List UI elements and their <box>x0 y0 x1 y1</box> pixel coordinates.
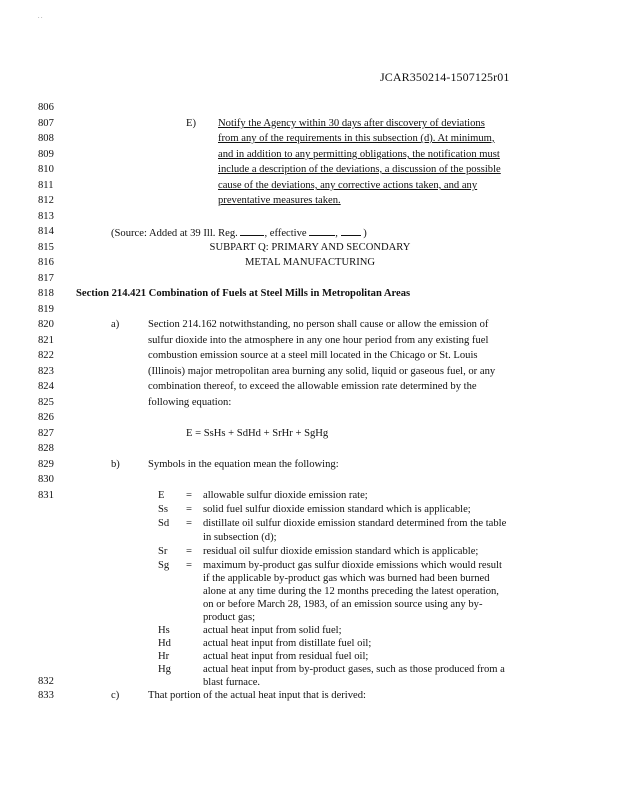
symbol-name: Ss <box>158 504 169 515</box>
symbol-definition: blast furnace. <box>203 677 261 688</box>
line-number: 814 <box>38 226 54 237</box>
line-number: 827 <box>38 428 54 439</box>
symbol-definition: on or before March 28, 1983, of an emission source using any by- <box>203 599 483 610</box>
subpart-heading-line2: METAL MANUFACTURING <box>244 257 376 268</box>
line-number: 812 <box>38 195 54 206</box>
item-e-line: from any of the requirements in this subsection (d). At minimum, <box>218 133 495 144</box>
line-number: 815 <box>38 242 54 253</box>
item-a-line: following equation: <box>148 397 232 408</box>
item-e-line: cause of the deviations, any corrective actions taken, and any <box>218 180 478 191</box>
line-number: 823 <box>38 366 54 377</box>
volume-blank <box>240 226 264 236</box>
symbol-name: E <box>158 490 165 501</box>
line-number: 813 <box>38 211 54 222</box>
source-note-suffix: ) <box>363 228 367 239</box>
symbol-definition: actual heat input from by-product gases, such as those produced from a <box>203 664 505 675</box>
symbol-definition: maximum by-product gas sulfur dioxide emissions which would result <box>203 560 502 571</box>
symbol-definition: allowable sulfur dioxide emission rate; <box>203 490 368 501</box>
emission-equation: E = SsHs + SdHd + SrHr + SgHg <box>186 428 329 439</box>
source-note: (Source: Added at 39 Ill. Reg. , effective , ) <box>111 228 367 239</box>
symbol-definition: in subsection (d); <box>203 532 277 543</box>
item-c-label: c) <box>111 690 120 701</box>
item-a-line: combustion emission source at a steel mill located in the Chicago or St. Louis <box>148 350 478 361</box>
line-number: 826 <box>38 412 54 423</box>
line-number: 821 <box>38 335 54 346</box>
symbol-definition: residual oil sulfur dioxide emission standard which is applicable; <box>203 546 479 557</box>
line-number: 806 <box>38 102 54 113</box>
symbol-definition: actual heat input from distillate fuel oil; <box>203 638 372 649</box>
item-c-text: That portion of the actual heat input that is derived: <box>148 690 366 701</box>
line-number: 817 <box>38 273 54 284</box>
source-note-prefix: (Source: Added at 39 Ill. Reg. <box>111 228 238 239</box>
line-number: 810 <box>38 164 54 175</box>
line-number: 816 <box>38 257 54 268</box>
symbol-name: Sd <box>158 518 170 529</box>
line-number: 830 <box>38 474 54 485</box>
symbol-definition: solid fuel sulfur dioxide emission standard which is applicable; <box>203 504 471 515</box>
source-note-effective: , effective <box>264 228 307 239</box>
item-e-line: and in addition to any permitting obligations, the notification must <box>218 149 500 160</box>
subpart-heading-line1: SUBPART Q: PRIMARY AND SECONDARY <box>209 242 411 253</box>
symbol-equals: = <box>186 560 192 571</box>
symbol-definition: actual heat input from solid fuel; <box>203 625 342 636</box>
line-number: 832 <box>38 676 54 687</box>
item-e-line: Notify the Agency within 30 days after discovery of deviations <box>218 118 485 129</box>
year-blank <box>341 226 361 236</box>
symbol-definition: product gas; <box>203 612 256 623</box>
item-a-line: (Illinois) major metropolitan area burning any solid, liquid or gaseous fuel, or any <box>148 366 496 377</box>
symbol-name: Hs <box>158 625 170 636</box>
line-number: 811 <box>38 180 54 191</box>
symbol-definition: if the applicable by-product gas which was burned had been burned <box>203 573 490 584</box>
symbol-definition: alone at any time during the 12 months preceding the latest operation, <box>203 586 499 597</box>
line-number: 822 <box>38 350 54 361</box>
item-b-intro: Symbols in the equation mean the following: <box>148 459 339 470</box>
line-number: 818 <box>38 288 54 299</box>
line-number: 828 <box>38 443 54 454</box>
item-a-line: sulfur dioxide into the atmosphere in any one hour period from any existing fuel <box>148 335 489 346</box>
symbol-name: Sr <box>158 546 168 557</box>
item-e-line: preventative measures taken. <box>218 195 341 206</box>
symbol-equals: = <box>186 546 192 557</box>
line-number: 809 <box>38 149 54 160</box>
line-number: 831 <box>38 490 54 501</box>
effective-date-blank <box>309 226 335 236</box>
line-number: 824 <box>38 381 54 392</box>
symbol-equals: = <box>186 518 192 529</box>
item-e-line: include a description of the deviations, a discussion of the possible <box>218 164 501 175</box>
line-number: 833 <box>38 690 54 701</box>
line-number: 807 <box>38 118 54 129</box>
scan-artifact: . . <box>38 14 43 20</box>
line-number: 825 <box>38 397 54 408</box>
item-a-line: combination thereof, to exceed the allowable emission rate determined by the <box>148 381 477 392</box>
item-a-line: Section 214.162 notwithstanding, no person shall cause or allow the emission of <box>148 319 489 330</box>
item-b-label: b) <box>111 459 120 470</box>
symbol-equals: = <box>186 490 192 501</box>
line-number: 819 <box>38 304 54 315</box>
section-title: Section 214.421 Combination of Fuels at Steel Mills in Metropolitan Areas <box>76 288 411 299</box>
symbol-definition: distillate oil sulfur dioxide emission standard determined from the table <box>203 518 507 529</box>
symbol-name: Hg <box>158 664 171 675</box>
line-number: 829 <box>38 459 54 470</box>
symbol-name: Hr <box>158 651 170 662</box>
item-a-label: a) <box>111 319 120 330</box>
symbol-definition: actual heat input from residual fuel oil; <box>203 651 369 662</box>
line-number: 808 <box>38 133 54 144</box>
document-id-header: JCAR350214-1507125r01 <box>380 70 510 84</box>
symbol-name: Hd <box>158 638 171 649</box>
symbol-name: Sg <box>158 560 170 571</box>
symbol-equals: = <box>186 504 192 515</box>
item-e-label: E) <box>186 118 196 129</box>
line-number: 820 <box>38 319 54 330</box>
